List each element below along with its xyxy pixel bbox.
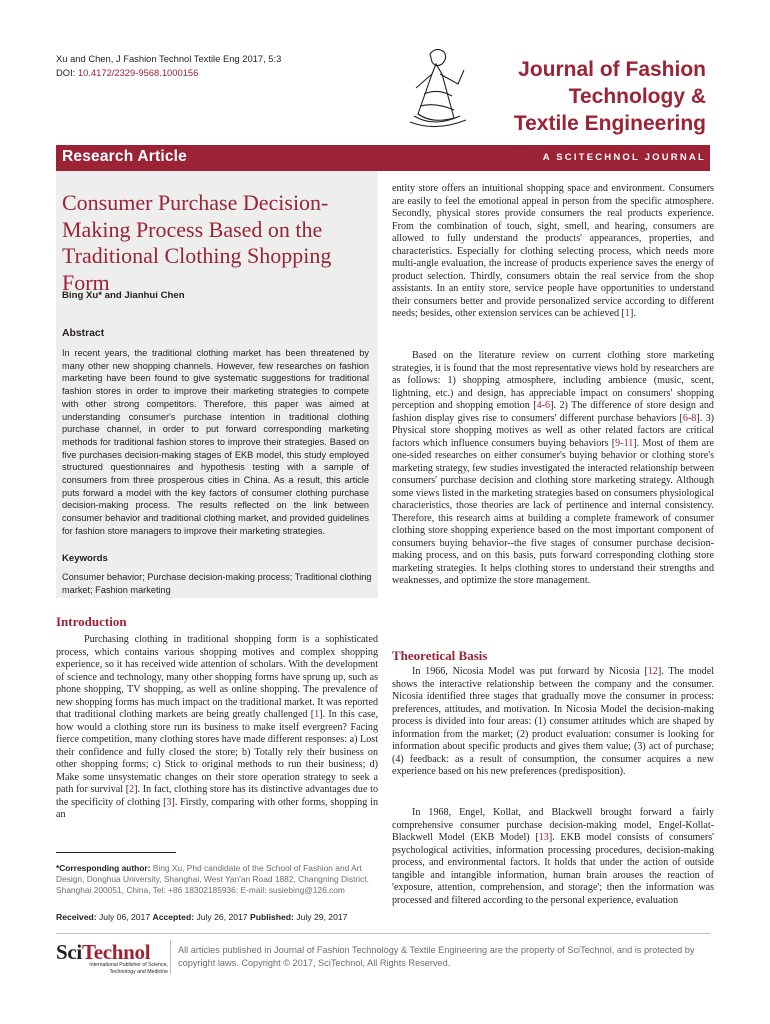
ref-link[interactable]: 4-6	[536, 400, 551, 411]
body-paragraph: entity store offers an intuitional shopping space and environment. Consumers are easily to feel the emotional appeal in person from the specific atmosphere. Secondly, physical stores provide consumers the real products experience. From the combination of touch, sight, smell, and hearing, consumers are allowed to fully understand the products' appearances, properties, and characteristics. Especially for clothing selecting process, which needs more multi-angle evaluation, the increase of products experience saves the energy of product selection. Thirdly, consumers obtain the real service from the shop assistants. In an entity store, service people have opportunities to understand their consumers better and provide personalized service according to different needs; besides, other extension services can be achieved [1].	[392, 183, 714, 319]
ref-link[interactable]: 2	[129, 784, 135, 795]
doi-link[interactable]: 10.4172/2329-9568.1000156	[77, 67, 199, 78]
journal-name-line3: Textile Engineering	[513, 112, 706, 135]
introduction-heading: Introduction	[56, 614, 127, 629]
citation: Xu and Chen, J Fashion Technol Textile Eng 2017, 5:3	[56, 53, 282, 64]
copyright-notice: All articles published in Journal of Fashion Technology & Textile Engineering are the property of SciTechnol, and is protected by copyright laws. Copyright © 2017, SciTechnol, All Rights Reserved.	[178, 945, 695, 968]
footnote-divider	[56, 852, 176, 853]
footer-separator	[170, 940, 171, 974]
keywords-heading: Keywords	[62, 553, 108, 564]
publisher-tag: A SCITECHNOL JOURNAL	[542, 152, 706, 163]
doi-label: DOI:	[56, 67, 78, 78]
article-dates: Received: July 06, 2017 Accepted: July 26, 2017 Published: July 29, 2017	[56, 912, 348, 922]
article-type: Research Article	[62, 148, 187, 165]
keywords-text: Consumer behavior; Purchase decision-making process; Traditional clothing market; Fashion marketing	[62, 572, 372, 595]
journal-name	[514, 56, 706, 137]
journal-name-line2: Technology &	[568, 85, 706, 108]
ref-link[interactable]: 6-8	[682, 412, 697, 424]
body-paragraph: In 1968, Engel, Kollat, and Blackwell brought forward a fairly comprehensive consumer purchase decision-making model, Engel-Kollat-Blackwell Model (EKB Model) [13]. EKB model consists of consumers' psychological activities, information processing procedures, decision-making process, and environmental factors. It holds that under the action of outside tangible and intangible information, human brain arouses the reaction of 'exposure, attention, comprehension, and storage'; then the information was processed and filtered according to the personal experience, evaluation	[392, 807, 714, 906]
introduction-paragraph: Purchasing clothing in traditional shopping form is a sophisticated process, which contains various shopping motives and complex shopping experience, so it has received wide attention of scholars. With the development of science and technology, many other shopping forms have sprung up, such as phone shopping, TV shopping, as well as online shopping. The prevalence of new shopping forms has much impact on the traditional market. It was reported that traditional clothing markets are being greatly challenged [1]. In this case, how would a clothing store run its business to make itself evergreen? Facing fierce competition, many clothing stores have made different responses: a) Lost their confidence and fully closed the store; b) Totally rely their business on other shopping forms; c) Stick to original methods to run their business; d) Make some unsystematic changes on their store operation strategy to seek a path for survival [2]. In fact, clothing store has its distinctive advantages due to the specificity of clothing [3]. Firstly, comparing with other forms, shopping in an	[56, 634, 379, 820]
fashion-figure-icon	[400, 42, 476, 132]
body-paragraph: In 1966, Nicosia Model was put forward by Nicosia [12]. The model shows the interactive relationship between the company and the consumer. Nicosia identified three stages that gradually move the consumer in process: preferences, attitudes, and motivation. In Nicosia Model the decision-making process is divided into four areas: (1) consumer attitudes which are shaped by information from the market; (2) product evaluation: consumer is looking for information about specific products and gives them value; (3) act of purchase; (4) feedback: as a result of consumption, the consumer acquires a new experience based on his new preferences (predisposition).	[392, 666, 714, 777]
ref-link[interactable]: 12	[647, 666, 658, 677]
doi-line	[56, 66, 281, 80]
body-paragraph: Based on the literature review on current clothing store marketing strategies, it is found that the most representative views hold by researchers are as follows: 1) shopping atmosphere, including ambience (music, scent, lightning, etc.) and design, has appreciable impact on consumers' shopping perception and shopping emotion [4-6]. 2) The difference of store design and fashion display gives rise to consumers' different purchase behaviors [6-8]. 3) Physical store shopping motives as well as other related factors are critical factors which influence consumers buying behaviors [9-11]. Most of them are one-sided researches on either consumer's buying behavior or clothing store's marketing strategy, few studies investigated the interacted relationship between consumers' purchase decision and clothing store marketing strategy. Although some views listed in the marketing strategies based on consumers physiological characteristics, those theories are lack of pertinence and internal consistency. Therefore, this research aims at building a complete framework of consumer clothing store shopping experience based on the most important component of consumers buying behavior--the five stages of consumer purchase decision-making process, and on this basis, puts forward corresponding clothing store marketing strategies. It helps clothing stores to understand their strengths and weaknesses, and optimize the store management.	[392, 350, 714, 586]
scitechnol-logo: SciTechnol	[56, 940, 151, 964]
ref-link[interactable]: 1	[624, 308, 630, 319]
article-title: Consumer Purchase Decision-Making Process Based on the Traditional Clothing Shopping Form	[62, 190, 332, 295]
journal-name-line1: Journal of Fashion	[518, 58, 706, 81]
ref-link[interactable]: 13	[538, 832, 549, 843]
citation-block	[56, 52, 281, 80]
ref-link[interactable]: 3	[166, 796, 172, 808]
footer-divider	[56, 933, 710, 934]
authors: Bing Xu* and Jianhui Chen	[62, 290, 185, 301]
footnote-label: *Corresponding author:	[56, 863, 151, 873]
abstract-text: In recent years, the traditional clothing market has been threatened by many other new shopping channels. However, few researches on fashion marketing have been found to give systematic suggestions for traditional fashion stores in order to improve their marketing strategies to compete with other strong competitors. Therefore, this paper was aimed at understanding consumer's purchase intention in traditional clothing purchase channel, in order to put forward corresponding marketing methods for traditional fashion stores to improve their strategies. Based on five purchases decision-making stages of EKB model, this study employed structured questionnaires and hypothesis testing with a sample of consumers from three prosperous cities in China. As a result, this article puts forward a model with the key factors of consumer clothing purchase decision-making process. The results reflected on the link between consumer behavior and traditional clothing market, and provided guidelines for fashion store managers to improve their marketing strategies.	[62, 348, 369, 536]
ref-link[interactable]: 9-11	[615, 437, 634, 449]
ref-link[interactable]: 1	[314, 709, 320, 720]
abstract-heading: Abstract	[62, 328, 105, 339]
publisher-tagline: International Publisher of Science, Technology and Medicine	[89, 962, 168, 975]
corresponding-author-footnote: *Corresponding author: Bing Xu, Phd candidate of the School of Fashion and Art Design, Donghua University, Shanghai, West Yan'an Road 1882, Changning District, Shanghai 200051, China, Tel: +86 18302185936; E-mail: susiebing@126.com	[56, 863, 369, 896]
theoretical-basis-heading: Theoretical Basis	[392, 648, 488, 663]
